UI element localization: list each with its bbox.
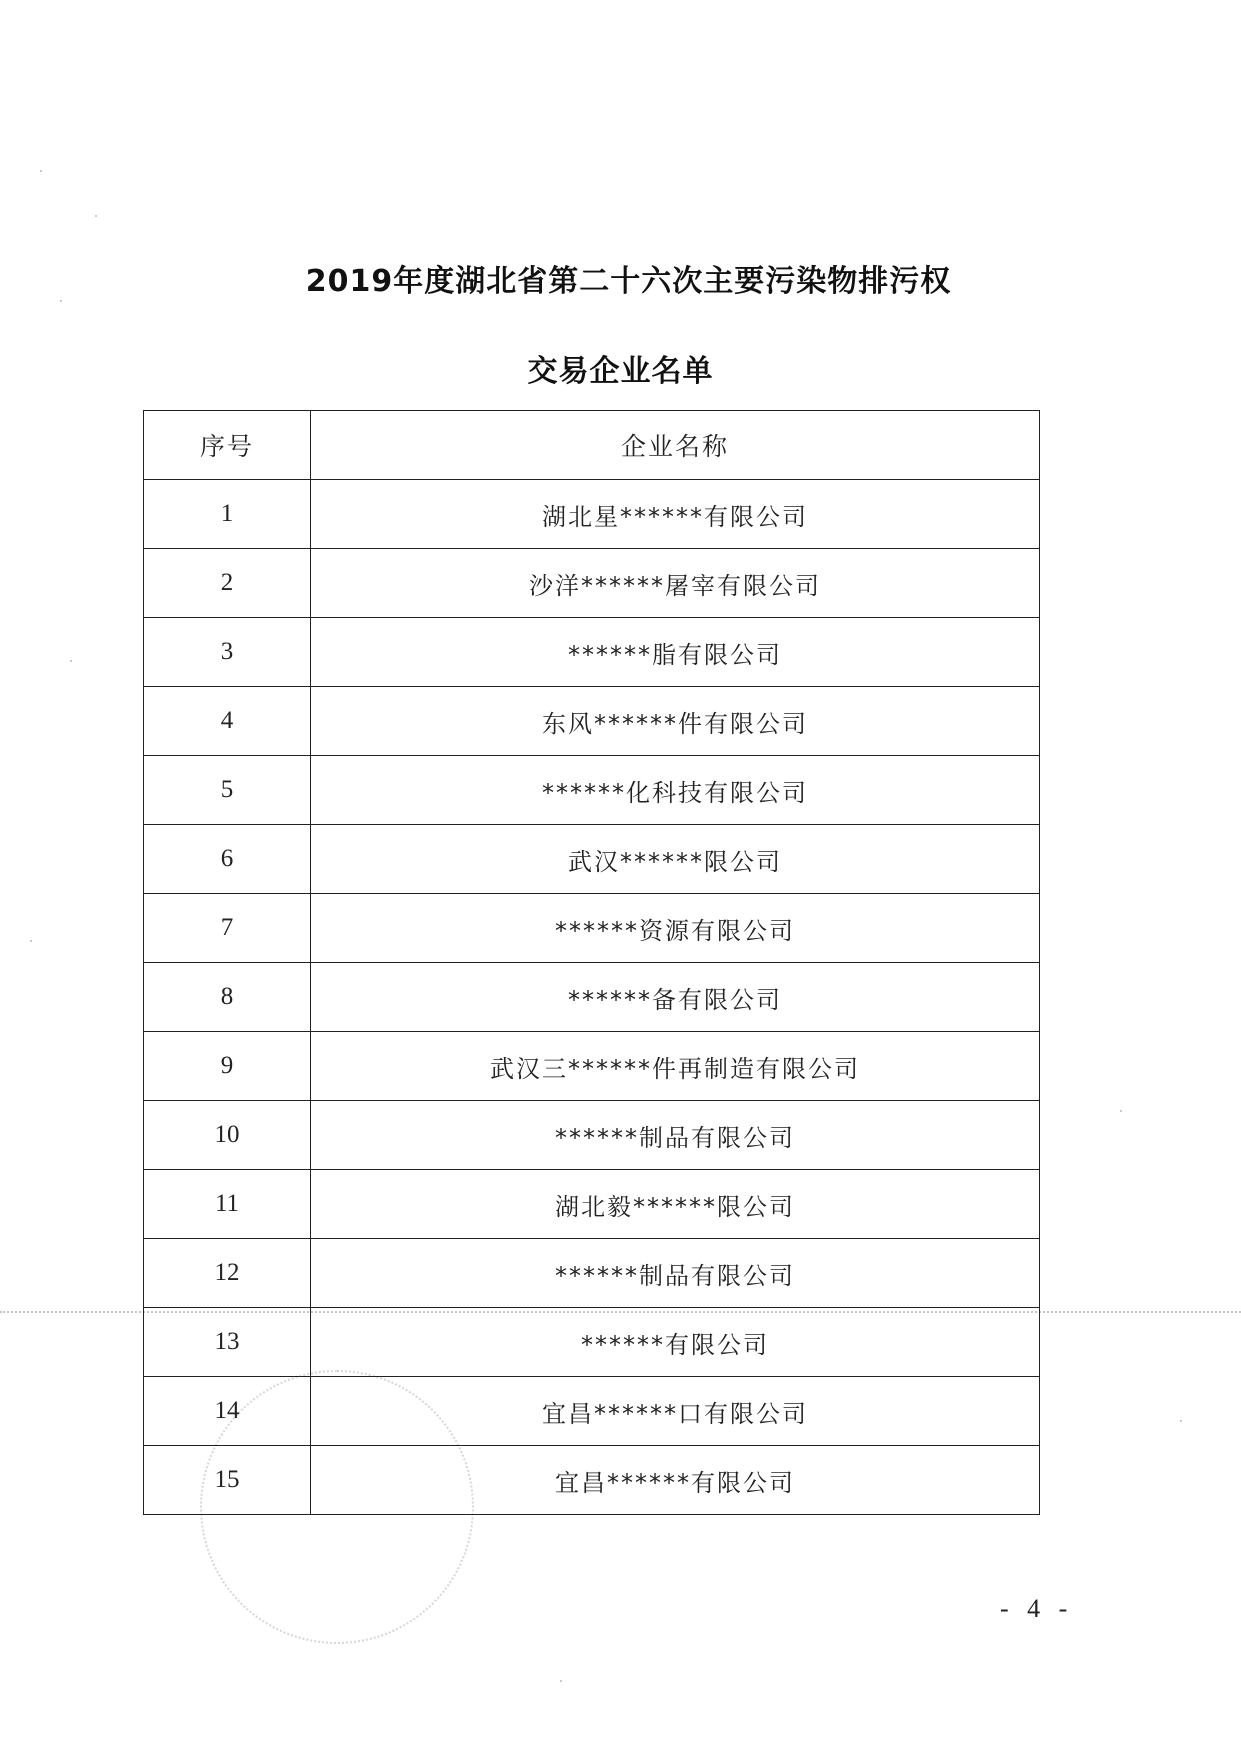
row-number: 7	[144, 894, 311, 963]
company-name: 沙洋******屠宰有限公司	[311, 549, 1040, 618]
row-number: 5	[144, 756, 311, 825]
table-row	[144, 1377, 1040, 1446]
table-row	[144, 687, 1040, 756]
company-list-table	[143, 410, 1040, 1515]
company-name: 湖北毅******限公司	[311, 1170, 1040, 1239]
scan-speck	[1180, 1420, 1182, 1422]
table-row	[144, 894, 1040, 963]
row-number: 10	[144, 1101, 311, 1170]
row-number: 11	[144, 1170, 311, 1239]
document-title-line-1: 2019年度湖北省第二十六次主要污染物排污权	[305, 264, 952, 299]
row-number: 13	[144, 1308, 311, 1377]
row-number: 2	[144, 549, 311, 618]
scan-speck	[560, 1680, 562, 1682]
table-row	[144, 1101, 1040, 1170]
document-title-line-2: 交易企业名单	[527, 354, 714, 389]
scan-speck	[60, 300, 62, 302]
scan-speck	[95, 215, 97, 217]
table-row	[144, 1170, 1040, 1239]
column-header-company-name: 企业名称	[311, 411, 1040, 480]
table-row	[144, 1032, 1040, 1101]
company-name: 宜昌******有限公司	[311, 1446, 1040, 1515]
company-name: ******制品有限公司	[311, 1239, 1040, 1308]
table-row	[144, 963, 1040, 1032]
row-number: 12	[144, 1239, 311, 1308]
table-row	[144, 825, 1040, 894]
row-number: 6	[144, 825, 311, 894]
scan-speck	[70, 660, 72, 662]
table-row	[144, 1308, 1040, 1377]
table-row	[144, 549, 1040, 618]
company-name: ******脂有限公司	[311, 618, 1040, 687]
company-name: ******化科技有限公司	[311, 756, 1040, 825]
column-header-no: 序号	[144, 411, 311, 480]
company-name: 宜昌******口有限公司	[311, 1377, 1040, 1446]
table-row	[144, 480, 1040, 549]
company-name: ******备有限公司	[311, 963, 1040, 1032]
scan-speck	[1120, 1110, 1122, 1112]
table-row	[144, 1239, 1040, 1308]
row-number: 1	[144, 480, 311, 549]
scan-speck	[30, 940, 32, 942]
row-number: 3	[144, 618, 311, 687]
table-row	[144, 756, 1040, 825]
company-name: 东风******件有限公司	[311, 687, 1040, 756]
row-number: 8	[144, 963, 311, 1032]
row-number: 15	[144, 1446, 311, 1515]
company-name: ******制品有限公司	[311, 1101, 1040, 1170]
row-number: 14	[144, 1377, 311, 1446]
row-number: 9	[144, 1032, 311, 1101]
company-name: ******资源有限公司	[311, 894, 1040, 963]
table-row	[144, 618, 1040, 687]
row-number: 4	[144, 687, 311, 756]
table-row	[144, 1446, 1040, 1515]
page-number: - 4 -	[1000, 1594, 1074, 1623]
company-name: ******有限公司	[311, 1308, 1040, 1377]
company-name: 湖北星******有限公司	[311, 480, 1040, 549]
company-name: 武汉三******件再制造有限公司	[311, 1032, 1040, 1101]
scan-speck	[40, 170, 42, 172]
table-header-row	[144, 411, 1040, 480]
company-name: 武汉******限公司	[311, 825, 1040, 894]
